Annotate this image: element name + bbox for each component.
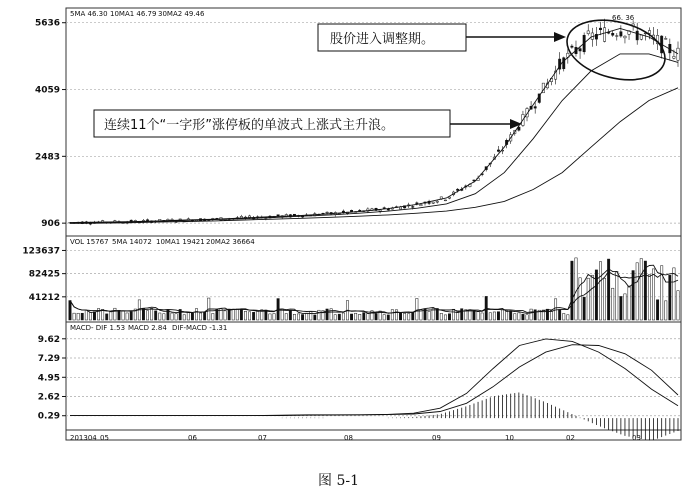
volume-bar	[269, 314, 271, 320]
candle-body	[579, 49, 581, 51]
annotation-text-1: 股价进入调整期。	[330, 32, 435, 47]
volume-bar	[546, 309, 548, 320]
volume-bar	[130, 312, 132, 320]
volume-bar	[183, 315, 185, 320]
x-axis-label: 02	[566, 434, 575, 442]
candle-body	[379, 210, 381, 211]
x-axis-label: 07	[258, 434, 267, 442]
volume-bar	[248, 312, 250, 320]
macd-tick-label: 4.95	[37, 373, 60, 384]
candle-body	[648, 30, 650, 33]
volume-bar	[567, 315, 569, 320]
candle-body	[342, 211, 344, 212]
candle-body	[620, 32, 622, 36]
candle-body	[571, 46, 573, 47]
macd-line-macd	[70, 345, 678, 416]
volume-bar	[252, 312, 254, 320]
volume-tick-label: 123637	[22, 246, 60, 257]
volume-bar	[648, 275, 650, 320]
x-axis-label: 08	[344, 434, 353, 442]
volume-bar	[656, 300, 658, 320]
volume-bar	[363, 313, 365, 320]
candle-body	[179, 219, 181, 220]
candle-body	[146, 220, 148, 221]
volume-bar	[407, 314, 409, 320]
volume-bar	[244, 311, 246, 320]
volume-bar	[493, 312, 495, 320]
macd-tick-label: 2.62	[37, 392, 60, 403]
x-axis-label: 03	[632, 434, 641, 442]
volume-bar	[636, 263, 638, 320]
header-5ma: 5MA 46.30	[70, 10, 108, 18]
macd-tick-label: 7.29	[37, 353, 60, 364]
volume-bar	[526, 315, 528, 320]
volume-bar	[212, 313, 214, 320]
x-axis-label: 201304	[70, 434, 97, 442]
volume-bar	[665, 301, 667, 320]
volume-bar	[199, 313, 201, 320]
volume-bar	[395, 310, 397, 320]
volume-bar	[93, 312, 95, 320]
volume-bar	[81, 313, 83, 320]
volume-tick-label: 82425	[28, 269, 60, 280]
volume-bar	[305, 313, 307, 320]
candle-body	[412, 207, 414, 208]
volume-bar	[159, 313, 161, 320]
volume-bar	[489, 313, 491, 320]
volume-bar	[399, 313, 401, 320]
candle-body	[420, 204, 422, 205]
candle-body	[587, 31, 589, 34]
volume-bar	[432, 309, 434, 320]
candle-body	[350, 210, 352, 211]
volume-bar	[257, 311, 259, 320]
volume-bar	[146, 311, 148, 320]
header-vol-10ma: 10MA1 19421	[156, 238, 205, 246]
volume-bar	[301, 315, 303, 320]
volume-bar	[558, 310, 560, 320]
volume-bar	[652, 269, 654, 320]
volume-bar	[375, 314, 377, 320]
macd-tick-label: 0.29	[37, 411, 60, 422]
volume-bar	[612, 288, 614, 320]
volume-bar	[461, 309, 463, 320]
volume-bar	[326, 309, 328, 320]
volume-bar	[673, 268, 675, 320]
volume-bar	[497, 312, 499, 320]
volume-bar	[444, 315, 446, 320]
header-vol-20ma: 20MA2 36664	[206, 238, 255, 246]
macd-tick-label: 9.62	[37, 334, 60, 345]
volume-bar	[195, 309, 197, 320]
volume-bar	[448, 314, 450, 320]
volume-bar	[191, 313, 193, 320]
volume-bar	[403, 313, 405, 320]
volume-bar	[118, 310, 120, 320]
candle-body	[359, 210, 361, 211]
volume-bar	[73, 313, 75, 320]
volume-bar	[77, 313, 79, 320]
volume-bar	[359, 314, 361, 320]
price-tick-label: 2483	[34, 152, 60, 163]
header-vol-5ma: 5MA 14072	[112, 238, 152, 246]
volume-bar	[509, 312, 511, 320]
volume-bar	[587, 278, 589, 320]
volume-bar	[203, 312, 205, 320]
volume-bar	[110, 312, 112, 320]
volume-bar	[273, 314, 275, 320]
volume-bar	[607, 259, 609, 320]
candle-body	[599, 28, 601, 30]
volume-bar	[126, 313, 128, 320]
ma-line-30ma	[70, 88, 678, 224]
volume-bar	[150, 308, 152, 320]
volume-bar	[550, 311, 552, 320]
volume-header	[70, 238, 255, 246]
candle-body	[563, 58, 565, 69]
header-30ma: 30MA2 49.46	[158, 10, 205, 18]
price-y-axis	[35, 19, 66, 229]
candle-body	[326, 212, 328, 213]
volume-bar	[563, 314, 565, 320]
x-axis-label: 09	[432, 434, 441, 442]
volume-bar	[583, 297, 585, 320]
volume-bar	[85, 310, 87, 320]
macd-histogram	[282, 392, 678, 440]
volume-bar	[620, 296, 622, 320]
ma-line-10ma	[70, 54, 678, 223]
x-axis-labels	[70, 434, 641, 442]
volume-bar	[530, 309, 532, 320]
volume-bar	[518, 313, 520, 320]
volume-bar	[289, 311, 291, 320]
volume-bar	[383, 315, 385, 320]
candle-body	[416, 203, 418, 204]
price-tick-label: 906	[41, 219, 60, 230]
volume-bar	[599, 262, 601, 320]
volume-bar	[628, 286, 630, 320]
candle-body	[456, 189, 458, 190]
macd-header	[70, 324, 227, 332]
candle-body	[673, 56, 675, 58]
volume-bar	[477, 312, 479, 320]
header-10ma: 10MA1 46.79	[110, 10, 157, 18]
peak-price-label: 66. 36	[612, 14, 635, 22]
volume-bar	[350, 314, 352, 320]
volume-bar	[154, 311, 156, 320]
volume-bar	[514, 314, 516, 320]
candle-body	[473, 180, 475, 181]
header-dif-macd: DIF-MACD -1.31	[172, 324, 228, 332]
volume-bar	[522, 314, 524, 320]
volume-bar	[232, 310, 234, 320]
volume-bar	[595, 270, 597, 320]
candle-body	[640, 35, 642, 39]
volume-bar	[293, 314, 295, 320]
volume-bar	[575, 258, 577, 320]
header-vol: VOL 15767	[70, 238, 109, 246]
header-macd: MACD 2.84	[128, 324, 167, 332]
figure-caption: 图 5-1	[318, 473, 359, 489]
volume-bar	[89, 312, 91, 320]
candle-body	[624, 36, 626, 38]
volume-bar	[677, 291, 679, 320]
annotation-rally	[94, 110, 522, 137]
volume-bar	[342, 313, 344, 320]
volume-y-axis	[22, 246, 66, 302]
candle-body	[616, 36, 618, 37]
volume-bar	[391, 310, 393, 320]
x-axis-label: 10	[505, 434, 514, 442]
volume-bar	[505, 311, 507, 320]
candle-body	[603, 28, 605, 42]
volume-bar	[534, 310, 536, 320]
price-tick-label: 4059	[34, 85, 60, 96]
volume-bar	[571, 261, 573, 320]
annotation-text-2: 连续11个“一字形”涨停板的单波式上涨式主升浪。	[104, 118, 395, 133]
volume-bar	[354, 313, 356, 320]
volume-bar	[285, 314, 287, 320]
volume-bar	[297, 314, 299, 320]
candle-body	[448, 197, 450, 198]
volume-bar	[501, 310, 503, 320]
volume-bar	[175, 314, 177, 320]
macd-y-axis	[38, 335, 66, 422]
candle-body	[436, 201, 438, 202]
volume-bar	[240, 309, 242, 320]
volume-bar	[452, 309, 454, 320]
volume-bar	[171, 313, 173, 320]
candle-body	[612, 33, 614, 35]
candle-body	[534, 107, 536, 109]
candle-body	[636, 31, 638, 40]
candle-body	[497, 150, 499, 151]
volume-bar	[367, 314, 369, 320]
volume-bar	[481, 313, 483, 320]
volume-bar	[106, 314, 108, 320]
volume-bar	[412, 312, 414, 320]
volume-bar	[624, 294, 626, 320]
volume-bar	[428, 311, 430, 320]
volume-bar	[236, 309, 238, 320]
volume-bar	[69, 301, 71, 320]
volume-bar	[122, 311, 124, 320]
volume-bar	[187, 312, 189, 320]
x-axis-label: 05	[100, 434, 109, 442]
volume-bar	[338, 314, 340, 320]
volume-bar	[224, 311, 226, 320]
candle-body	[432, 202, 434, 203]
volume-bar	[473, 311, 475, 320]
candle-body	[665, 38, 667, 39]
price-header	[70, 10, 205, 18]
header-dif: MACD- DIF 1.53	[70, 324, 126, 332]
volume-bar	[318, 310, 320, 320]
volume-bar	[640, 259, 642, 320]
volume-bar	[334, 315, 336, 320]
volume-bar	[314, 315, 316, 320]
price-tick-label: 5636	[34, 18, 60, 29]
volume-bar	[310, 312, 312, 320]
x-axis-label: 06	[188, 434, 197, 442]
candle-body	[383, 208, 385, 209]
volume-bar	[387, 315, 389, 320]
volume-bar	[616, 271, 618, 320]
annotation-adjustment	[318, 24, 566, 51]
volume-tick-label: 41212	[28, 292, 60, 303]
volume-bar	[440, 313, 442, 320]
candle-body	[444, 200, 446, 201]
volume-bar	[591, 275, 593, 320]
candle-body	[677, 48, 679, 60]
volume-bar	[163, 314, 165, 320]
volume-bar	[416, 299, 418, 320]
macd-gridlines	[66, 339, 681, 416]
volume-bar	[603, 278, 605, 320]
arrow-head-1	[554, 32, 566, 42]
